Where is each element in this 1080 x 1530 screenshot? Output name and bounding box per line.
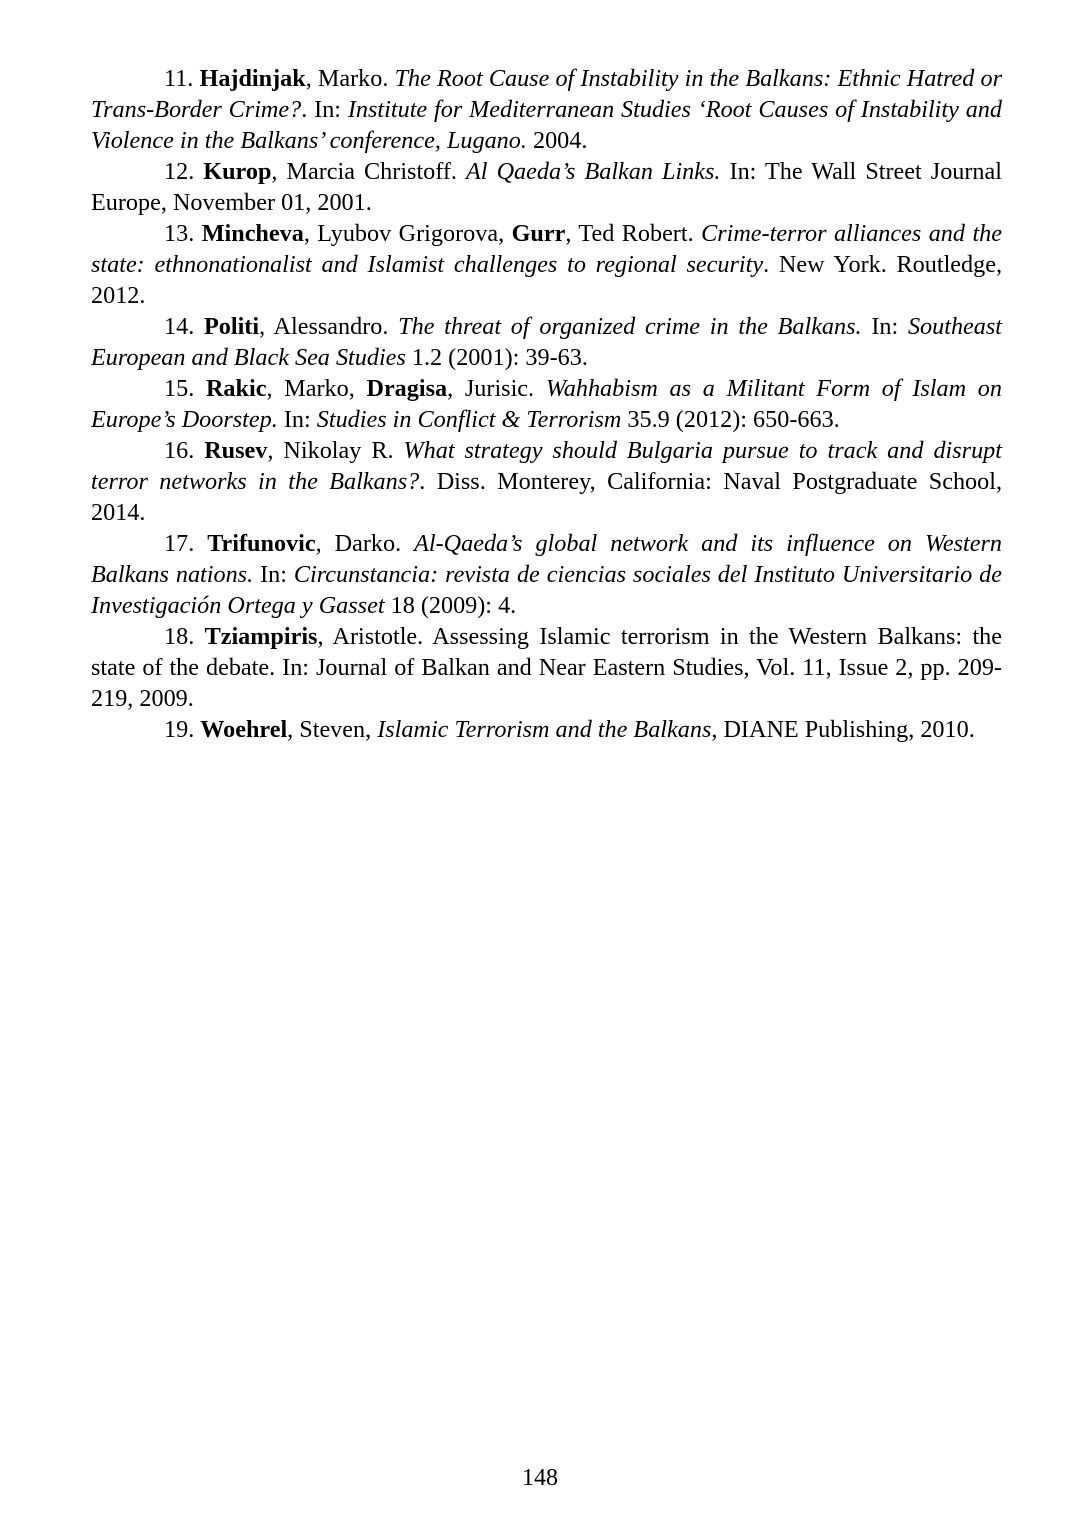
reference-item: [91, 621, 1002, 714]
work-title: Wahhabism as a Militant Form of Islam on Europe’s Doorstep.: [91, 375, 1002, 433]
reference-number: 16.: [164, 437, 205, 464]
reference-item: [91, 435, 1002, 528]
citation-text: , DIANE Publishing, 2010.: [711, 716, 975, 743]
work-title: What strategy should Bulgaria pursue to track and disrupt terror networks in the Balkans?: [91, 437, 1002, 495]
citation-text: , Steven,: [287, 716, 378, 743]
author-surname: Gurr: [511, 220, 566, 247]
author-surname: Tziampiris: [204, 623, 318, 650]
reference-item: [91, 528, 1002, 621]
citation-text: , Marko,: [266, 375, 367, 402]
author-surname: Politi: [203, 313, 260, 340]
reference-number: 14.: [164, 313, 204, 340]
author-surname: Woehrel: [200, 716, 288, 743]
reference-number: 11.: [164, 65, 200, 92]
citation-text: , Ted Robert.: [565, 220, 702, 247]
citation-text: , Lyubov Grigorova,: [303, 220, 512, 247]
citation-text: , Marko.: [305, 65, 395, 92]
work-title: Al-Qaeda’s global network and its influence on Western Balkans nations.: [91, 530, 1002, 588]
author-surname: Kurop: [203, 158, 272, 185]
reference-item: [91, 156, 1002, 218]
work-title: The Root Cause of Instability in the Balkans: Ethnic Hatred or Trans-Border Crime?: [91, 65, 1003, 123]
work-title: Crime-terror alliances and the state: ethnonationalist and Islamist challenges to regional security: [91, 220, 1002, 278]
reference-list: [91, 63, 1002, 745]
citation-text: , Nikolay R.: [267, 437, 404, 464]
author-surname: Rusev: [204, 437, 268, 464]
citation-text: 2004.: [526, 127, 588, 154]
work-title: The threat of organized crime in the Balkans.: [398, 313, 862, 340]
citation-text: 35.9 (2012): 650-663.: [621, 406, 840, 433]
work-title: Circunstancia: revista de ciencias sociales del Instituto Universitario de Investigación Ortega y Gasset: [91, 561, 1002, 619]
citation-text: , Marcia Christoff.: [271, 158, 467, 185]
author-surname: Mincheva: [201, 220, 304, 247]
author-surname: Hajdinjak: [199, 65, 306, 92]
citation-text: 18 (2009): 4.: [384, 592, 517, 619]
reference-number: 12.: [164, 158, 204, 185]
reference-item: [91, 373, 1002, 435]
reference-item: [91, 218, 1002, 311]
author-surname: Trifunovic: [207, 530, 316, 557]
citation-text: , Darko.: [315, 530, 415, 557]
citation-text: . New York. Routledge, 2012.: [91, 251, 1002, 309]
citation-text: In:: [277, 406, 317, 433]
work-title: Institute for Mediterranean Studies ‘Root Causes of Instability and Violence in the Balkans’ conference, Lugano.: [91, 96, 1002, 154]
page-number: 148: [522, 1465, 558, 1491]
citation-text: , Jurisic.: [447, 375, 546, 402]
work-title: Islamic Terrorism and the Balkans: [377, 716, 712, 743]
citation-text: , Alessandro.: [259, 313, 399, 340]
work-title: Southeast European and Black Sea Studies: [91, 313, 1003, 371]
citation-text: 1.2 (2001): 39-63.: [405, 344, 588, 371]
reference-item: [91, 63, 1002, 156]
citation-text: In: The Wall Street Journal Europe, November 01, 2001.: [91, 158, 1002, 216]
reference-number: 15.: [164, 375, 206, 402]
citation-text: In:: [861, 313, 908, 340]
reference-number: 17.: [164, 530, 208, 557]
citation-text: . In:: [301, 96, 348, 123]
reference-number: 18.: [164, 623, 205, 650]
work-title: Al Qaeda’s Balkan Links.: [466, 158, 721, 185]
author-surname: Dragisa: [366, 375, 448, 402]
author-surname: Rakic: [205, 375, 267, 402]
citation-text: In:: [253, 561, 294, 588]
reference-item: [91, 311, 1002, 373]
citation-text: . Diss. Monterey, California: Naval Postgraduate School, 2014.: [91, 468, 1002, 526]
work-title: Studies in Conflict & Terrorism: [316, 406, 622, 433]
citation-text: , Aristotle. Assessing Islamic terrorism in the Western Balkans: the state of the debate. In: Journal of Balkan and Near Eastern Studies, Vol. 11, Issue 2, pp. 209-219, 2009.: [91, 623, 1002, 712]
reference-item: [91, 714, 1002, 745]
reference-number: 13.: [164, 220, 202, 247]
reference-number: 19.: [164, 716, 201, 743]
